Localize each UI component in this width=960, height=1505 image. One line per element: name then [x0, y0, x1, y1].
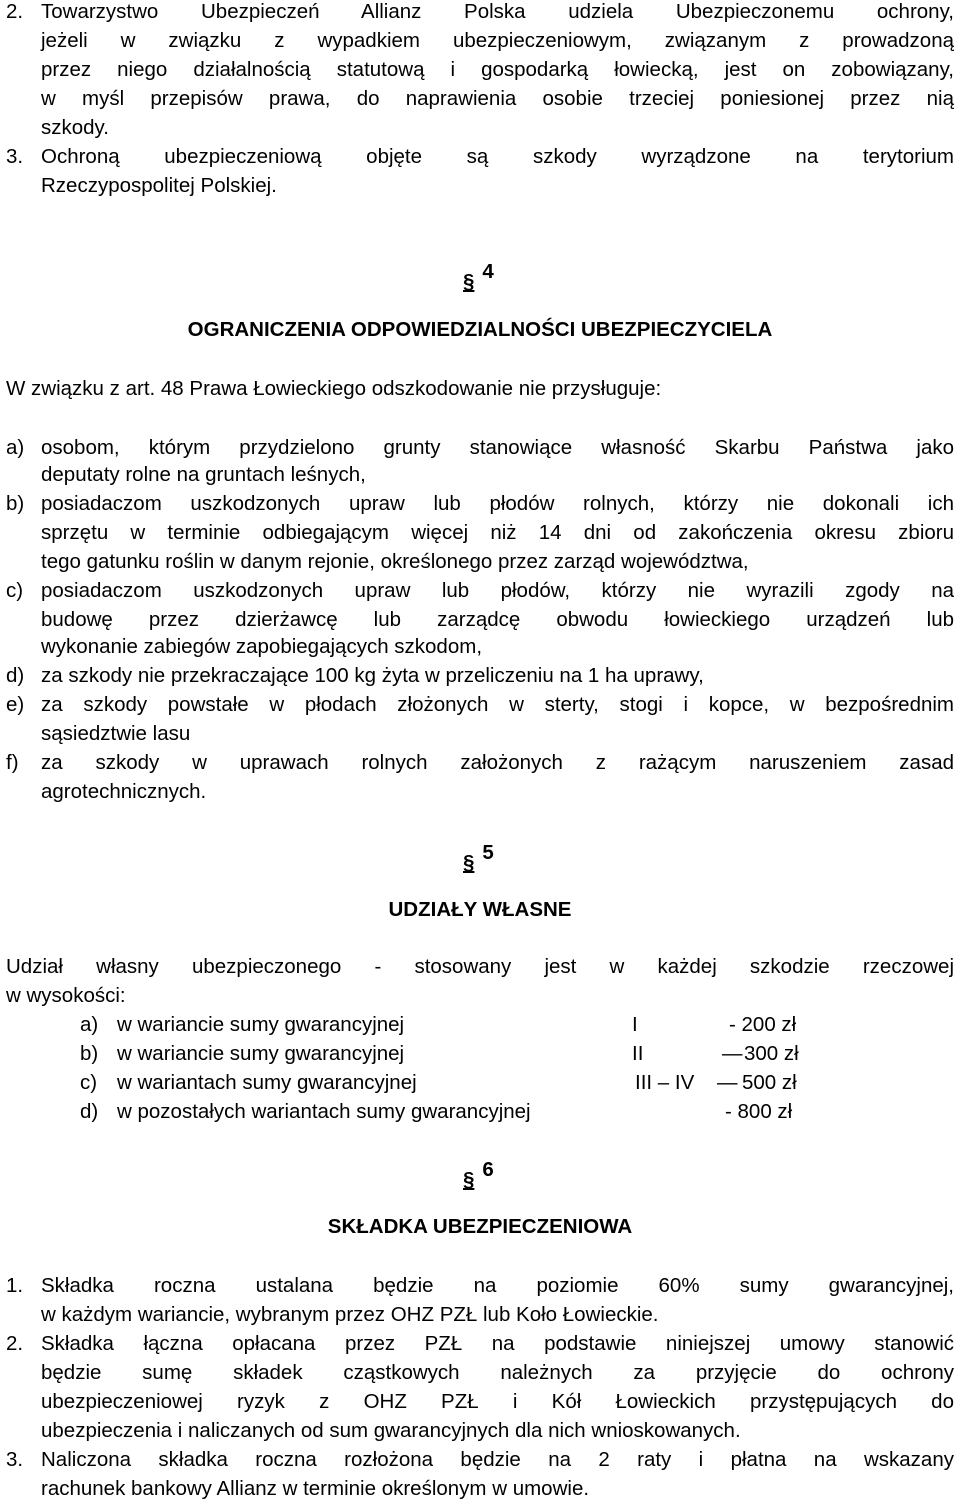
paragraph-line: Składka roczna ustalana będzie na poziomie 60% sumy gwarancyjnej, — [41, 1274, 954, 1297]
section-number — [463, 1158, 494, 1192]
deductible-variant: III – IV — [635, 1071, 695, 1094]
list-marker: c) — [6, 579, 24, 602]
list-marker: b) — [80, 1042, 99, 1065]
deductible-text: w pozostałych wariantach sumy gwarancyjnej — [117, 1100, 531, 1123]
list-item-line: sąsiedztwie lasu — [41, 722, 191, 745]
list-item-line: sprzętu w terminie odbiegającym więcej niż 14 dni od zakończenia okresu zbioru — [41, 521, 954, 544]
list-marker: c) — [80, 1071, 98, 1094]
list-item-line: posiadaczom uszkodzonych upraw lub płodów, którzy nie wyrazili zgody na — [41, 579, 954, 602]
list-marker: d) — [80, 1100, 99, 1123]
deductible-amount: 500 zł — [742, 1071, 797, 1094]
paragraph-line: szkody. — [41, 116, 109, 139]
item-number: 3. — [6, 1448, 24, 1471]
list-item-line: za szkody powstałe w płodach złożonych w sterty, stogi i kopce, w bezpośrednim — [41, 693, 954, 716]
list-item-line: deputaty rolne na gruntach leśnych, — [41, 463, 366, 486]
section-number — [463, 260, 494, 294]
list-marker: e) — [6, 693, 25, 716]
paragraph-line: Naliczona składka roczna rozłożona będzie na 2 raty i płatna na wskazany — [41, 1448, 954, 1471]
list-item-line: za szkody nie przekraczające 100 kg żyta w przeliczeniu na 1 ha uprawy, — [41, 664, 704, 687]
list-item-line: agrotechnicznych. — [41, 780, 207, 803]
paragraph-line: Rzeczypospolitej Polskiej. — [41, 174, 277, 197]
deductible-amount: - 200 zł — [729, 1013, 797, 1036]
section-intro: Udział własny ubezpieczonego - stosowany jest w każdej szkodzie rzeczowej — [6, 955, 954, 978]
deductible-amount: - 800 zł — [725, 1100, 793, 1123]
paragraph-line: w myśl przepisów prawa, do naprawienia osobie trzeciej poniesionej przez nią — [41, 87, 954, 110]
paragraph-line: Towarzystwo Ubezpieczeń Allianz Polska udziela Ubezpieczonemu ochrony, — [41, 0, 954, 23]
section-intro: w wysokości: — [6, 984, 126, 1007]
item-number: 2. — [6, 1332, 24, 1355]
section-number — [463, 841, 494, 875]
paragraph-line: ubezpieczeniowej ryzyk z OHZ PZŁ i Kół Łowieckich przystępujących do — [41, 1390, 954, 1413]
paragraph-line: rachunek bankowy Allianz w terminie określonym w umowie. — [41, 1477, 590, 1500]
deductible-variant: II — [632, 1042, 644, 1065]
deductible-dash: — — [722, 1042, 743, 1065]
item-number: 2. — [6, 0, 24, 23]
list-marker: f) — [6, 751, 19, 774]
deductible-amount: 300 zł — [744, 1042, 799, 1065]
list-marker: b) — [6, 492, 25, 515]
list-item-line: za szkody w uprawach rolnych założonych z rażącym naruszeniem zasad — [41, 751, 954, 774]
list-item-line: budowę przez dzierżawcę lub zarządcę obwodu łowieckiego urządzeń lub — [41, 608, 954, 631]
section-title: UDZIAŁY WŁASNE — [388, 898, 572, 921]
deductible-variant: I — [632, 1013, 638, 1036]
paragraph-line: będzie sumę składek cząstkowych należnych za przyjęcie do ochrony — [41, 1361, 954, 1384]
deductible-text: w wariancie sumy gwarancyjnej — [117, 1013, 405, 1036]
paragraph-line: ubezpieczenia i naliczanych od sum gwarancyjnych dla nich wnioskowanych. — [41, 1419, 741, 1442]
paragraph-line: Składka łączna opłacana przez PZŁ na podstawie niniejszej umowy stanowić — [41, 1332, 954, 1355]
paragraph-line: Ochroną ubezpieczeniową objęte są szkody wyrządzone na terytorium — [41, 145, 954, 168]
list-marker: a) — [80, 1013, 99, 1036]
item-number: 3. — [6, 145, 24, 168]
list-item-line: tego gatunku roślin w danym rejonie, określonego przez zarząd województwa, — [41, 550, 749, 573]
list-item-line: osobom, którym przydzielono grunty stanowiące własność Skarbu Państwa jako — [41, 436, 954, 459]
list-item-line: wykonanie zabiegów zapobiegających szkodom, — [41, 635, 483, 658]
section-number-value: 5 — [482, 841, 494, 864]
section-number-value: 4 — [482, 260, 494, 283]
list-marker: a) — [6, 436, 25, 459]
section-intro: W związku z art. 48 Prawa Łowieckiego odszkodowanie nie przysługuje: — [6, 377, 662, 400]
list-item-line: posiadaczom uszkodzonych upraw lub płodów rolnych, którzy nie dokonali ich — [41, 492, 954, 515]
deductible-dash: — — [717, 1071, 738, 1094]
item-number: 1. — [6, 1274, 24, 1297]
section-title: SKŁADKA UBEZPIECZENIOWA — [327, 1215, 633, 1238]
deductible-text: w wariantach sumy gwarancyjnej — [117, 1071, 417, 1094]
deductible-text: w wariancie sumy gwarancyjnej — [117, 1042, 405, 1065]
paragraph-line: w każdym wariancie, wybranym przez OHZ PZŁ lub Koło Łowieckie. — [41, 1303, 659, 1326]
paragraph-line: jeżeli w związku z wypadkiem ubezpieczeniowym, związanym z prowadzoną — [41, 29, 954, 52]
section-sign: § — [463, 270, 475, 293]
paragraph-line: przez niego działalnością statutową i gospodarką łowiecką, jest on zobowiązany, — [41, 58, 954, 81]
section-number-value: 6 — [482, 1158, 494, 1181]
list-marker: d) — [6, 664, 25, 687]
section-sign: § — [463, 1168, 475, 1191]
section-sign: § — [463, 851, 475, 874]
section-title: OGRANICZENIA ODPOWIEDZIALNOŚCI UBEZPIECZYCIELA — [187, 318, 773, 341]
